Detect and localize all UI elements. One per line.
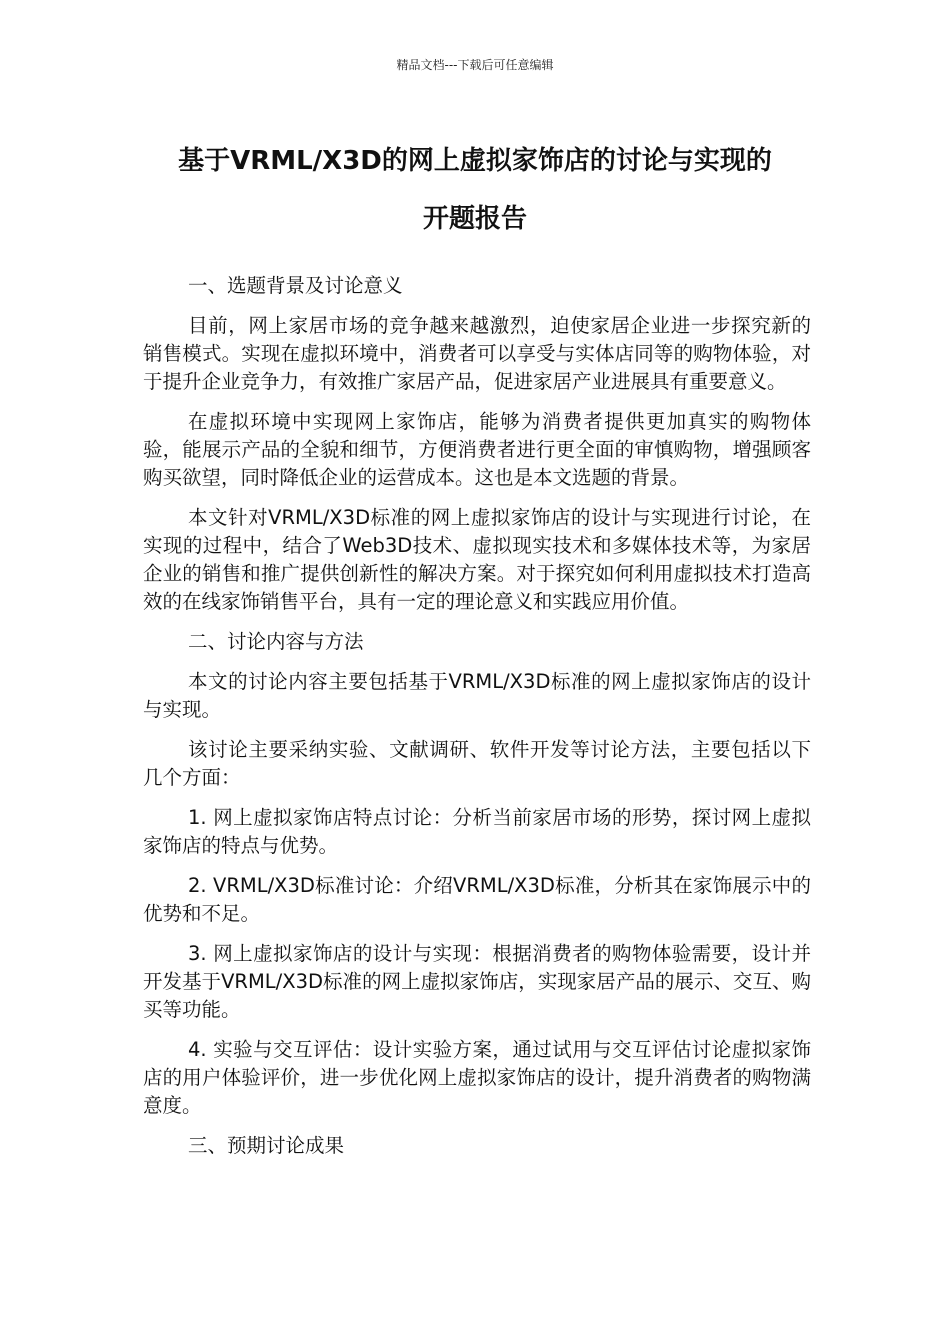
list-item: 4. 实验与交互评估：设计实验方案，通过试用与交互评估讨论虚拟家饰店的用户体验评价，进一步优化网上虚拟家饰店的设计，提升消费者的购物满意度。	[143, 1038, 811, 1117]
paragraph: 本文的讨论内容主要包括基于VRML/X3D标准的网上虚拟家饰店的设计与实现。	[143, 670, 811, 721]
list-item: 2. VRML/X3D标准讨论：介绍VRML/X3D标准，分析其在家饰展示中的优势和不足。	[143, 874, 811, 925]
document-body	[143, 272, 811, 1172]
page-header-watermark: 精品文档---下载后可任意编辑	[396, 58, 554, 72]
list-item: 1. 网上虚拟家饰店特点讨论：分析当前家居市场的形势，探讨网上虚拟家饰店的特点与优势。	[143, 806, 811, 857]
paragraph: 该讨论主要采纳实验、文献调研、软件开发等讨论方法，主要包括以下几个方面：	[143, 738, 811, 789]
section-heading-content-methods: 二、讨论内容与方法	[188, 630, 364, 653]
document-title	[95, 132, 855, 248]
document-title-line-2: 开题报告	[422, 204, 527, 234]
paragraph: 本文针对VRML/X3D标准的网上虚拟家饰店的设计与实现进行讨论，在实现的过程中，结合了Web3D技术、虚拟现实技术和多媒体技术等，为家居企业的销售和推广提供创新性的解决方案。对于探究如何利用虚拟技术打造高效的在线家饰销售平台，具有一定的理论意义和实践应用价值。	[143, 506, 811, 613]
document-title-line-1: 基于VRML/X3D的网上虚拟家饰店的讨论与实现的	[178, 146, 772, 176]
section-heading-expected-results: 三、预期讨论成果	[188, 1134, 345, 1157]
section-heading-background: 一、选题背景及讨论意义	[188, 274, 403, 297]
paragraph: 目前，网上家居市场的竞争越来越激烈，迫使家居企业进一步探究新的销售模式。实现在虚拟环境中，消费者可以享受与实体店同等的购物体验，对于提升企业竞争力，有效推广家居产品，促进家居产业进展具有重要意义。	[143, 314, 811, 393]
paragraph: 在虚拟环境中实现网上家饰店，能够为消费者提供更加真实的购物体验，能展示产品的全貌和细节，方便消费者进行更全面的审慎购物，增强顾客购买欲望，同时降低企业的运营成本。这也是本文选题的背景。	[143, 410, 811, 489]
list-item: 3. 网上虚拟家饰店的设计与实现：根据消费者的购物体验需要，设计并开发基于VRML/X3D标准的网上虚拟家饰店，实现家居产品的展示、交互、购买等功能。	[143, 942, 811, 1021]
